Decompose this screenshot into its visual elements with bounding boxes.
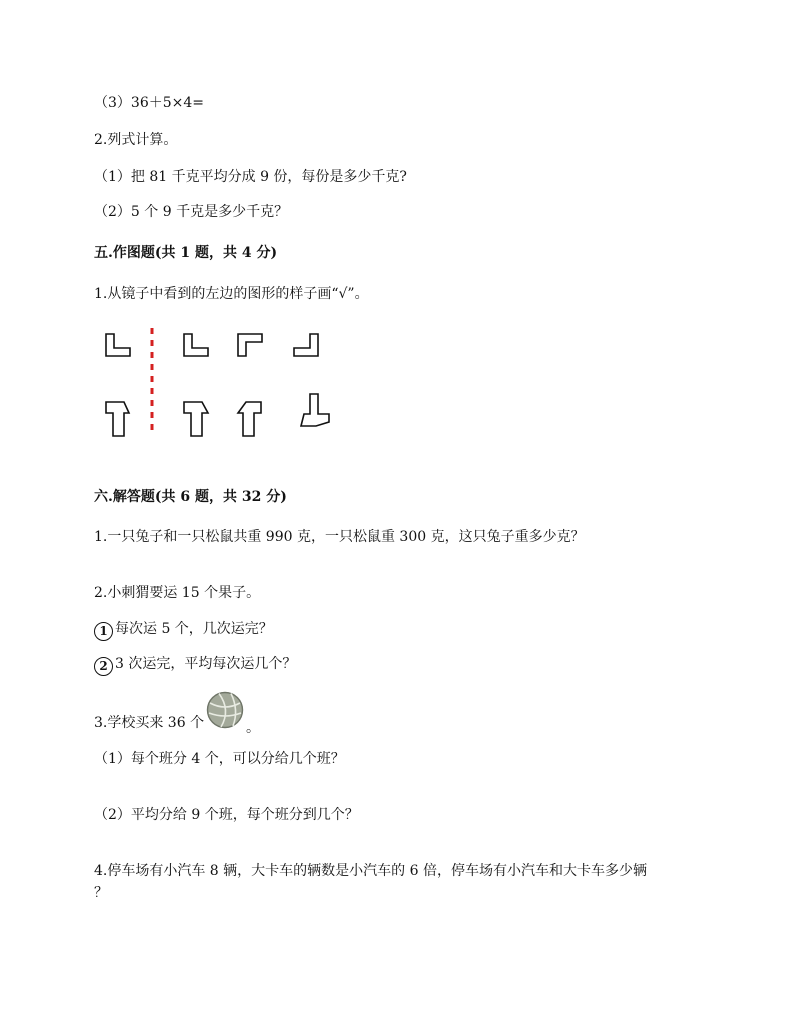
hammer-option-3 bbox=[301, 394, 329, 426]
circled-number-2: 2 bbox=[94, 657, 113, 676]
section6-q2-stem: 2.小刺猬要运 15 个果子。 bbox=[94, 585, 261, 601]
calc-item-3: （3）36＋5×4= bbox=[94, 95, 204, 111]
section6-q2-sub2 bbox=[94, 654, 296, 676]
lieshi-item-1: （1）把 81 千克平均分成 9 份，每份是多少千克? bbox=[94, 169, 407, 185]
l-shape-option-3 bbox=[294, 334, 318, 356]
section6-q3-sub2: （2）平均分给 9 个班，每个班分到几个？ bbox=[94, 807, 359, 823]
l-shape-option-2 bbox=[238, 334, 262, 356]
hammer-option-1 bbox=[184, 402, 208, 436]
section5-heading: 五.作图题(共 1 题，共 4 分) bbox=[94, 245, 278, 261]
circled-number-1: 1 bbox=[94, 622, 113, 641]
section6-q2-sub2-text: 3 次运完，平均每次运几个？ bbox=[115, 656, 297, 672]
section6-q2-sub1-text: 每次运 5 个，几次运完？ bbox=[115, 621, 273, 637]
section5-q1: 1.从镜子中看到的左边的图形的样子画“√”。 bbox=[94, 286, 369, 302]
hammer-original bbox=[106, 402, 129, 436]
section6-q3-stem: 3.学校买来 36 个 bbox=[94, 715, 205, 731]
section6-q1: 1.一只兔子和一只松鼠共重 990 克，一只松鼠重 300 克，这只兔子重多少克？ bbox=[94, 529, 585, 545]
lieshi-title: 2.列式计算。 bbox=[94, 132, 178, 148]
section6-q4-line2: ？ bbox=[94, 885, 108, 901]
section6-q2-sub1 bbox=[94, 619, 273, 641]
mirror-figure bbox=[98, 322, 338, 438]
l-shape-option-1 bbox=[184, 334, 208, 356]
lieshi-item-2: （2）5 个 9 千克是多少千克？ bbox=[94, 204, 289, 220]
section6-q3-stem-end: 。 bbox=[246, 720, 260, 736]
section6-q3-sub1: （1）每个班分 4 个，可以分给几个班？ bbox=[94, 751, 345, 767]
hammer-option-2 bbox=[238, 402, 261, 436]
section6-q4-line1: 4.停车场有小汽车 8 辆，大卡车的辆数是小汽车的 6 倍，停车场有小汽车和大卡车多少辆 bbox=[94, 863, 647, 879]
l-shape-original bbox=[106, 334, 130, 356]
basketball-icon bbox=[206, 691, 244, 729]
section6-heading: 六.解答题(共 6 题，共 32 分) bbox=[94, 489, 287, 505]
